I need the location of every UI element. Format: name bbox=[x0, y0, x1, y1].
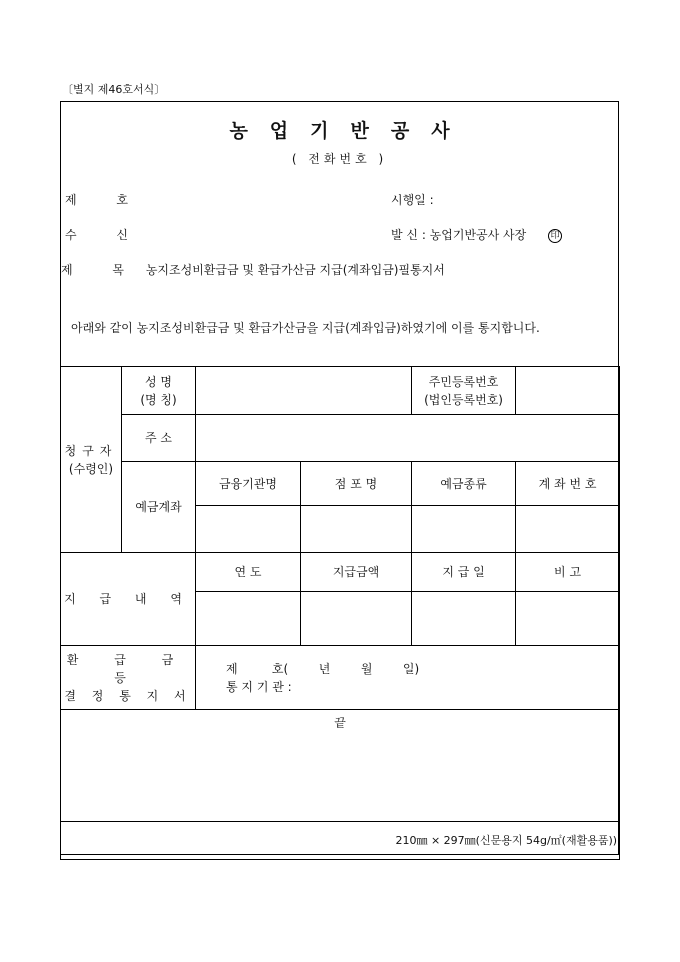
branch-name-header: 점 포 명 bbox=[301, 462, 412, 506]
form-number-label: 〔별지 제46호서식〕 bbox=[62, 83, 166, 96]
year-value bbox=[196, 592, 301, 646]
phone-number-label: ( 전화번호 ) bbox=[291, 152, 388, 166]
payment-date-header: 지 급 일 bbox=[412, 553, 516, 592]
issue-date-label: 시행일 : bbox=[391, 193, 434, 207]
account-number-header: 계 좌 번 호 bbox=[516, 462, 620, 506]
subject-label: 제 목 bbox=[61, 263, 142, 277]
refund-decision-notice-value: 제 호( 년 월 일) 통 지 기 관 : bbox=[196, 646, 620, 710]
payment-amount-header: 지급금액 bbox=[301, 553, 412, 592]
doc-number-label: 제 호 bbox=[65, 193, 146, 207]
bank-name-header: 금융기관명 bbox=[196, 462, 301, 506]
deposit-type-value bbox=[412, 506, 516, 553]
reg-number-value bbox=[516, 367, 620, 415]
official-seal-icon: 印 bbox=[548, 229, 562, 243]
name-label: 성 명 (명 칭) bbox=[122, 367, 196, 415]
bank-account-label: 예금계좌 bbox=[122, 462, 196, 553]
payment-date-value bbox=[412, 592, 516, 646]
deposit-type-header: 예금종류 bbox=[412, 462, 516, 506]
reg-number-label: 주민등록번호 (법인등록번호) bbox=[412, 367, 516, 415]
account-number-value bbox=[516, 506, 620, 553]
paper-spec-footer: 210㎜ × 297㎜(신문용지 54g/㎡(재활용품)) bbox=[61, 822, 620, 860]
branch-name-value bbox=[301, 506, 412, 553]
address-value bbox=[196, 415, 620, 462]
recipient-label: 수 신 bbox=[65, 228, 146, 242]
sender-line bbox=[391, 226, 562, 243]
sender-value: 농업기반공사 사장 bbox=[429, 228, 527, 242]
sender-label: 발 신 : bbox=[391, 228, 426, 242]
claimant-section-label: 청구자 (수령인) bbox=[61, 367, 122, 553]
notice-body-text: 아래와 같이 농지조성비환급금 및 환급가산금을 지급(계좌입금)하였기에 이를 통지합니다. bbox=[71, 321, 540, 335]
remarks-header: 비 고 bbox=[516, 553, 620, 592]
document-title: 농업기반공사 bbox=[229, 120, 472, 142]
payment-details-label: 지 급 내 역 bbox=[61, 553, 196, 646]
address-label: 주 소 bbox=[122, 415, 196, 462]
year-header: 연 도 bbox=[196, 553, 301, 592]
name-value bbox=[196, 367, 412, 415]
refund-decision-notice-label: 환 급 금 등 결 정 통 지 서 bbox=[61, 646, 196, 710]
subject-value: 농지조성비환급금 및 환급가산금 지급(계좌입금)필통지서 bbox=[145, 263, 445, 277]
subject-line bbox=[61, 261, 445, 278]
remarks-value bbox=[516, 592, 620, 646]
bank-name-value bbox=[196, 506, 301, 553]
document-frame bbox=[60, 101, 619, 855]
payment-amount-value bbox=[301, 592, 412, 646]
details-table bbox=[60, 366, 620, 860]
end-mark: 끝 bbox=[61, 710, 620, 822]
